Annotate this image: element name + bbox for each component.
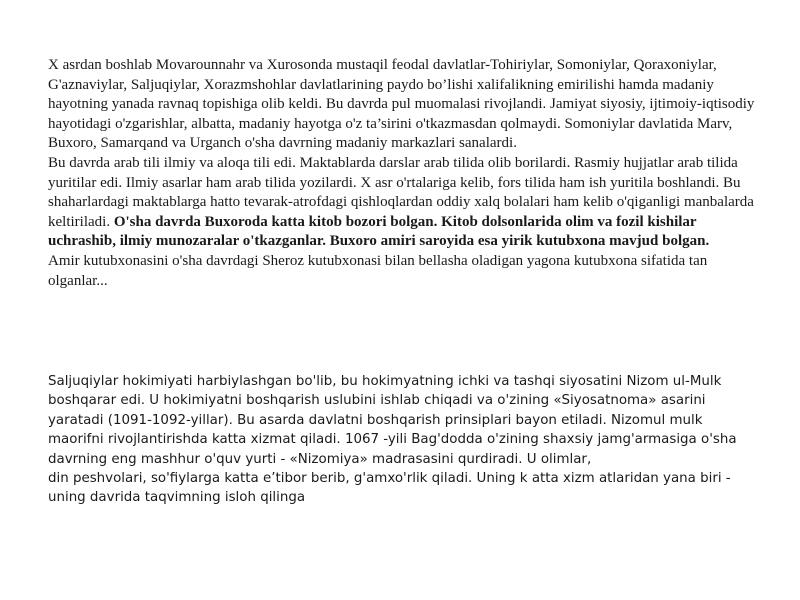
text-block-bottom: [48, 372, 758, 508]
paragraph-states: X asrdan boshlab Movarounnahr va Xurosonda mustaqil feodal davlatlar-Tohiriylar, Somoniylar, Qoraxoniylar, G'aznaviylar, Saljuqiylar, Xorazmshohlar davlatlarining paydo bo’lishi xalifalikning emirilishi hamda madaniy hayotning yanada ravnaq topishiga olib keldi. Bu davrda pul muomalasi rivojlandi. Jamiyat siyosiy, ijtimoiy-iqtisodiy hayotidagi o'zgarishlar, albatta, madaniy hayotga o'z ta’sirini o'tkazmasdan qolmaydi. Somoniylar davlatida Marv, Buxoro, Samarqand va Urganch o'sha davrning madaniy markazlari sanalardi.: [48, 57, 755, 152]
paragraph-saljuq: Saljuqiylar hokimiyati harbiylashgan bo'lib, bu hokimyatning ichki va tashqi siyosatini Nizom ul-Mulk boshqarar edi. U hokimiyatni boshqarish uslubini ishlab chiqadi va o'zining «Siyosatnoma» asarini yaratadi (1091-1092-yillar). Bu asarda davlatni boshqarish prinsiplari bayon etiladi. Nizomul mulk maorifni rivojlantirishda katta xizmat qiladi. 1067 -yili Bag'dodda o'zining shaxsiy jamg'armasiga o'sha davrning eng mashhur o'quv yurti - «Nizomiya» madrasasini qurdiradi. U olimlar,: [48, 374, 737, 467]
text-block-top: [48, 56, 764, 291]
paragraph-language: [48, 154, 764, 252]
paragraph-language-text: Bu davrda arab tili ilmiy va aloqa tili edi. Maktablarda darslar arab tilida olib borilardi. Rasmiy hujjatlar arab tilida yuritilar edi. Ilmiy asarlar ham arab tilida yozilardi. X asr o'rtalariga kelib, fors tilida ham ish yuritila boshlandi. Bu shaharlardagi maktablarga hatto tevarak-atrofdagi qishloqlardan oddiy xalq bolalari ham kelib o'qiganligi manbalarda keltiriladi.: [48, 154, 754, 230]
paragraph-scholars: din peshvolari, so'fiylarga katta e’tibor berib, g'amxo'rlik qiladi. Uning k atta xizm atlaridan yana biri - uning davrida taqvimning isloh qilinga: [48, 471, 731, 506]
paragraph-bukhara-bold: O'sha davrda Buxoroda katta kitob bozori bolgan. Kitob dolsonlarida olim va fozil kishilar uchrashib, ilmiy munozaralar o'tkazganlar. Buxoro amiri saroyida esa yirik kutubxona mavjud bolgan.: [48, 213, 710, 250]
paragraph-library: Amir kutubxonasini o'sha davrdagi Sheroz kutubxonasi bilan bellasha oladigan yagona kutubxona sifatida tan olganlar...: [48, 252, 708, 289]
